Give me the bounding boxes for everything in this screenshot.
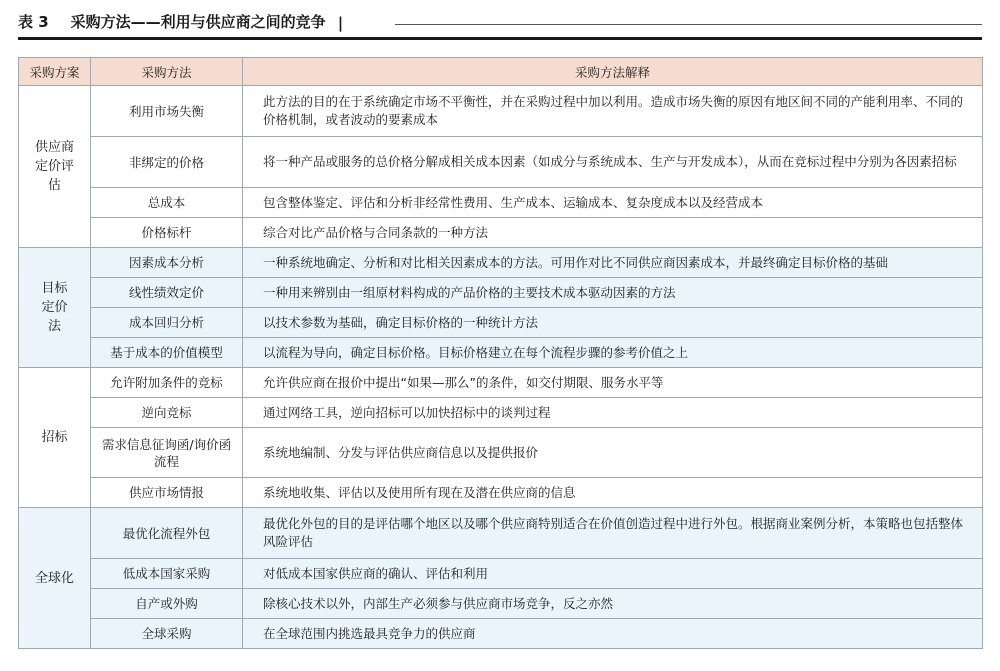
table-row <box>19 338 983 368</box>
description-cell: 对低成本国家供应商的确认、评估和利用 <box>243 559 983 589</box>
table-row <box>19 218 983 248</box>
method-cell: 利用市场失衡 <box>91 86 243 137</box>
description-cell: 系统地收集、评估以及使用所有现在及潜在供应商的信息 <box>243 478 983 508</box>
method-cell: 线性绩效定价 <box>91 278 243 308</box>
method-cell: 低成本国家采购 <box>91 559 243 589</box>
table-row <box>19 619 983 649</box>
table-row <box>19 478 983 508</box>
method-cell: 允许附加条件的竞标 <box>91 368 243 398</box>
table-row <box>19 137 983 188</box>
method-cell: 非绑定的价格 <box>91 137 243 188</box>
header-explanation: 采购方法解释 <box>243 58 983 86</box>
category-cell: 全球化 <box>19 508 91 649</box>
table-row <box>19 86 983 137</box>
description-cell: 此方法的目的在于系统确定市场不平衡性，并在采购过程中加以利用。造成市场失衡的原因有地区间不同的产能利用率、不同的价格机制，或者波动的要素成本 <box>243 86 983 137</box>
method-cell: 自产或外购 <box>91 589 243 619</box>
description-cell: 以技术参数为基础，确定目标价格的一种统计方法 <box>243 308 983 338</box>
description-cell: 以流程为导向，确定目标价格。目标价格建立在每个流程步骤的参考价值之上 <box>243 338 983 368</box>
method-cell: 逆向竞标 <box>91 398 243 428</box>
table-row <box>19 308 983 338</box>
description-cell: 将一种产品或服务的总价格分解成相关成本因素（如成分与系统成本、生产与开发成本），从而在竞标过程中分别为各因素招标 <box>243 137 983 188</box>
header-method: 采购方法 <box>91 58 243 86</box>
title-separator: | <box>337 14 344 32</box>
method-cell: 价格标杆 <box>91 218 243 248</box>
description-cell: 允许供应商在报价中提出“如果—那么”的条件，如交付期限、服务水平等 <box>243 368 983 398</box>
method-cell: 总成本 <box>91 188 243 218</box>
table-number: 表 3 <box>18 13 49 31</box>
method-cell: 需求信息征询函/询价函流程 <box>91 428 243 478</box>
description-cell: 最优化外包的目的是评估哪个地区以及哪个供应商特别适合在价值创造过程中进行外包。根据商业案例分析，本策略也包括整体风险评估 <box>243 508 983 559</box>
table-row <box>19 188 983 218</box>
table-header-row <box>19 58 983 86</box>
method-cell: 基于成本的价值模型 <box>91 338 243 368</box>
table-row <box>19 508 983 559</box>
category-cell: 目标定价法 <box>19 248 91 368</box>
category-cell: 招标 <box>19 368 91 508</box>
table-row <box>19 278 983 308</box>
method-cell: 成本回归分析 <box>91 308 243 338</box>
description-cell: 综合对比产品价格与合同条款的一种方法 <box>243 218 983 248</box>
method-cell: 最优化流程外包 <box>91 508 243 559</box>
description-cell: 通过网络工具，逆向招标可以加快招标中的谈判过程 <box>243 398 983 428</box>
description-cell: 除核心技术以外，内部生产必须参与供应商市场竞争，反之亦然 <box>243 589 983 619</box>
table-row <box>19 248 983 278</box>
category-cell: 供应商定价评估 <box>19 86 91 248</box>
table-row <box>19 428 983 478</box>
description-cell: 系统地编制、分发与评估供应商信息以及提供报价 <box>243 428 983 478</box>
header-scheme: 采购方案 <box>19 58 91 86</box>
method-cell: 因素成本分析 <box>91 248 243 278</box>
table-row <box>19 398 983 428</box>
table-row <box>19 368 983 398</box>
description-cell: 一种系统地确定、分析和对比相关因素成本的方法。可用作对比不同供应商因素成本，并最终确定目标价格的基础 <box>243 248 983 278</box>
description-cell: 在全球范围内挑选最具竞争力的供应商 <box>243 619 983 649</box>
method-cell: 全球采购 <box>91 619 243 649</box>
description-cell: 包含整体鉴定、评估和分析非经常性费用、生产成本、运输成本、复杂度成本以及经营成本 <box>243 188 983 218</box>
procurement-methods-table <box>18 57 983 649</box>
table-row <box>19 589 983 619</box>
title-rule <box>395 24 982 25</box>
table-row <box>19 559 983 589</box>
description-cell: 一种用来辨别由一组原材料构成的产品价格的主要技术成本驱动因素的方法 <box>243 278 983 308</box>
table-title: 采购方法——利用与供应商之间的竞争 <box>70 13 326 31</box>
method-cell: 供应市场情报 <box>91 478 243 508</box>
